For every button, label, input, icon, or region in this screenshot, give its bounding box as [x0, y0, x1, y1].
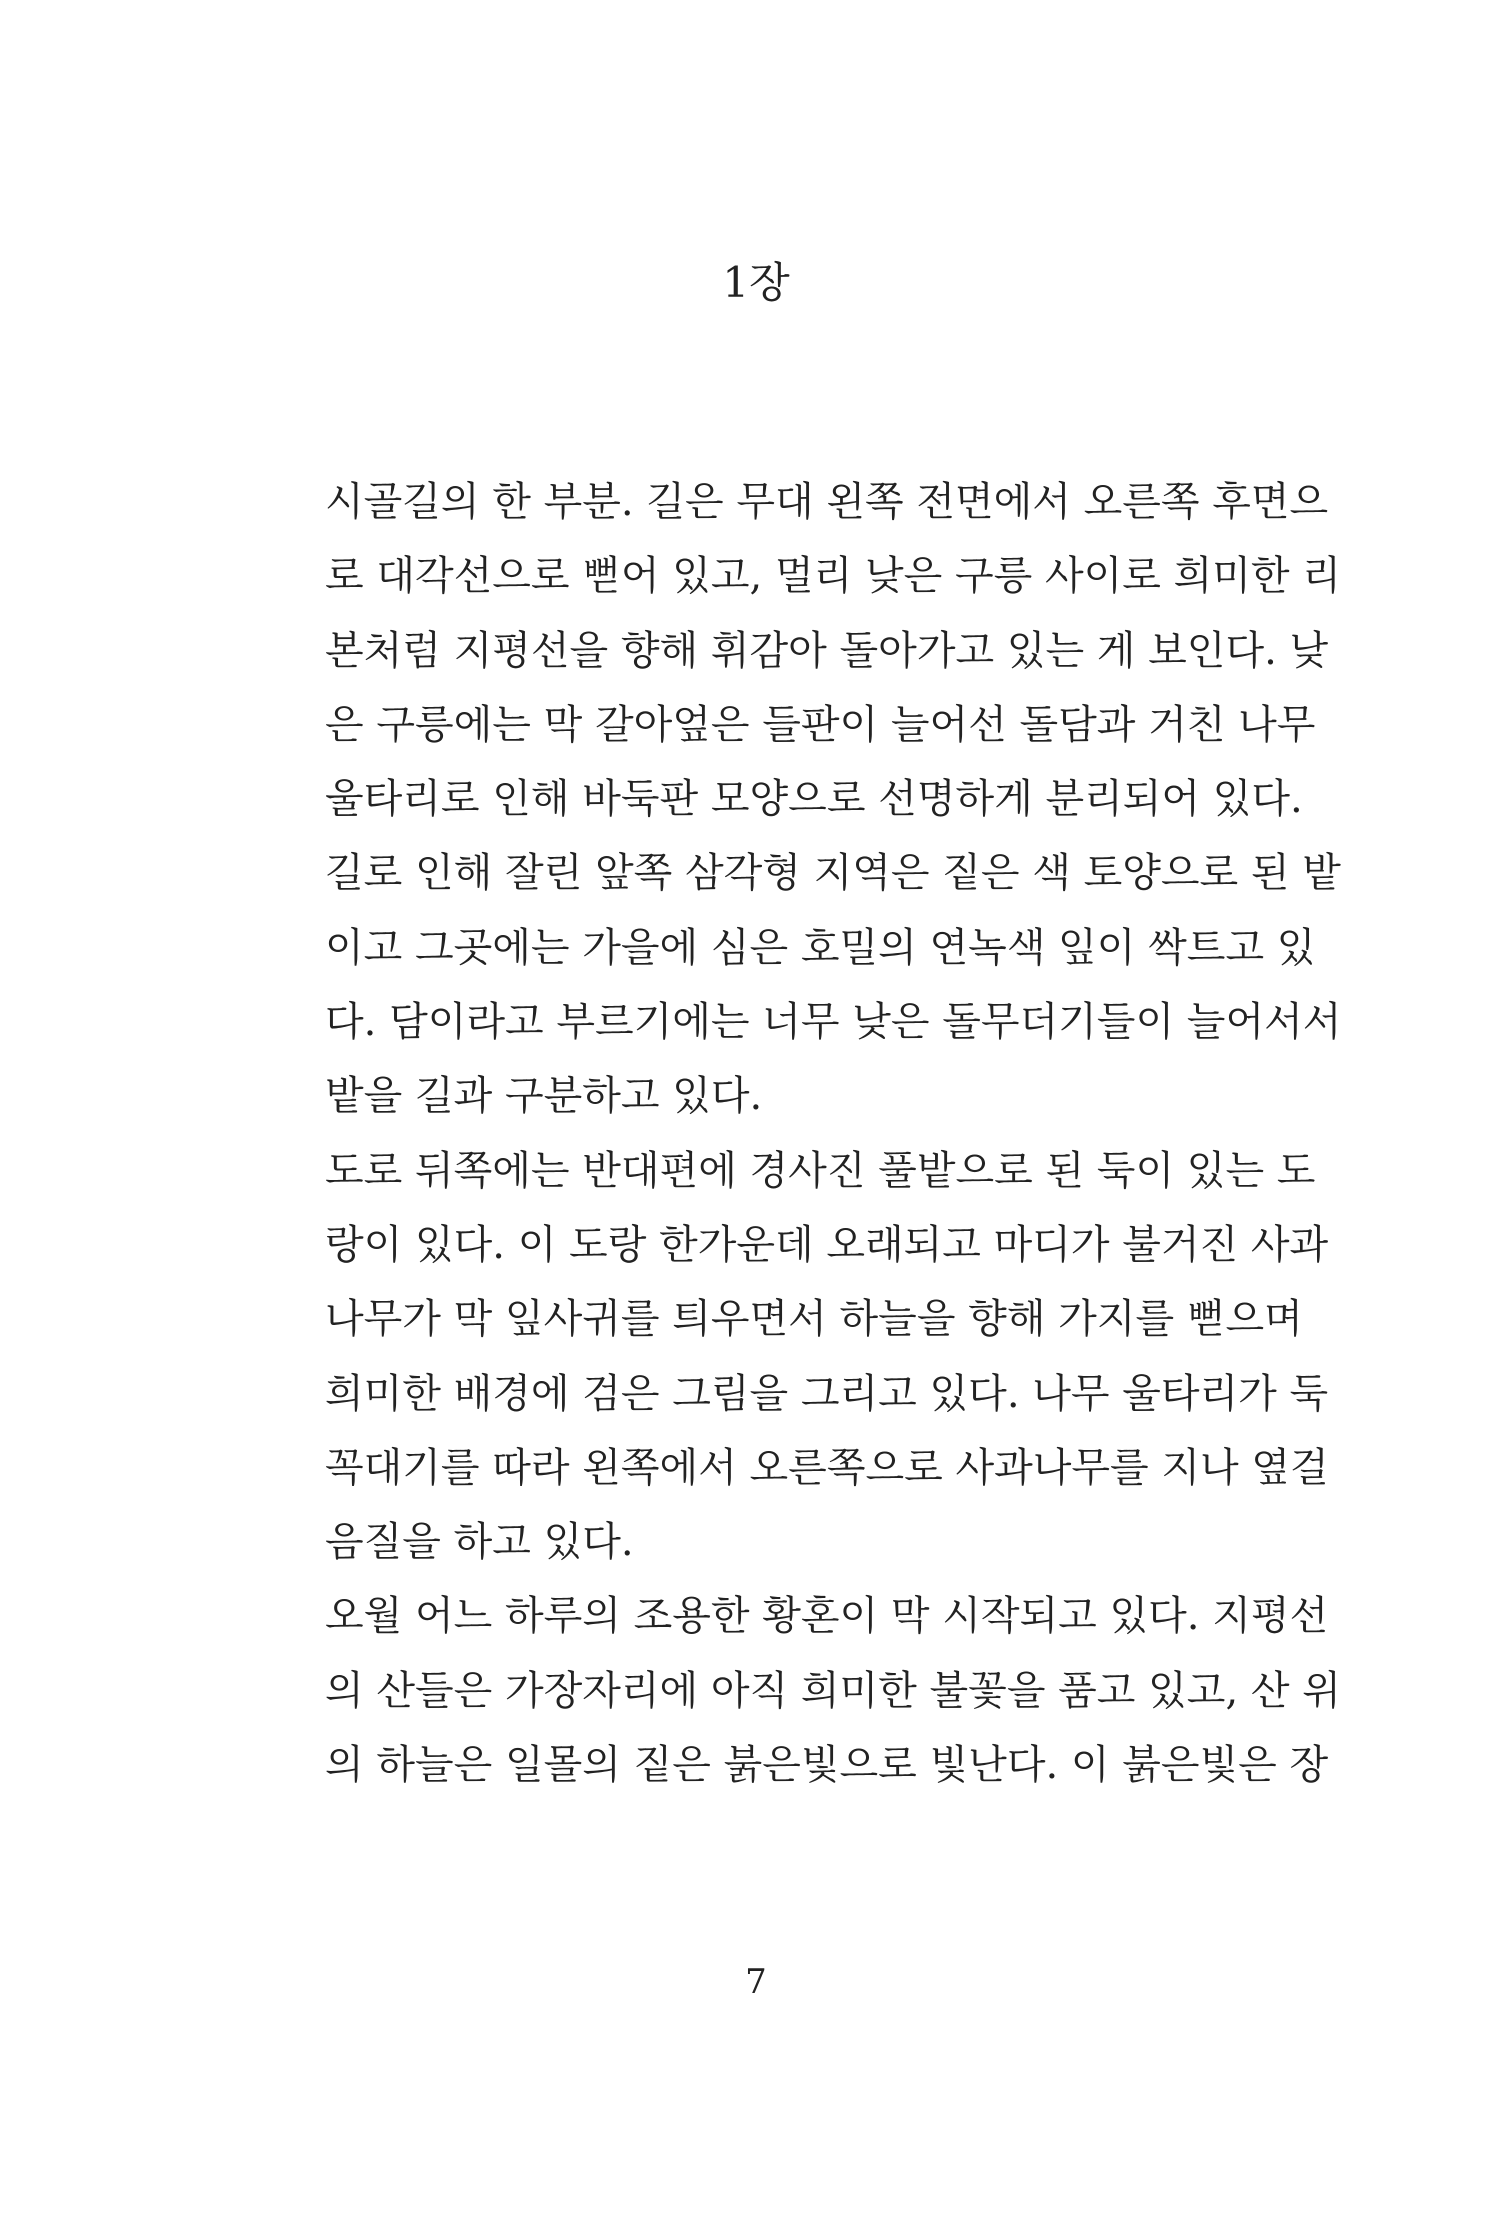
body-text	[325, 465, 1342, 1802]
text-line: 음질을 하고 있다.	[325, 1519, 634, 1566]
text-line: 희미한 배경에 검은 그림을 그리고 있다. 나무 울타리가 둑	[325, 1370, 1329, 1417]
text-line: 본처럼 지평선을 향해 휘감아 돌아가고 있는 게 보인다. 낮	[325, 627, 1329, 674]
text-line: 다. 담이라고 부르기에는 너무 낮은 돌무더기들이 늘어서서	[325, 999, 1342, 1046]
text-line: 랑이 있다. 이 도랑 한가운데 오래되고 마디가 불거진 사과	[325, 1221, 1329, 1268]
text-line: 울타리로 인해 바둑판 모양으로 선명하게 분리되어 있다.	[325, 776, 1303, 823]
text-line: 오월 어느 하루의 조용한 황혼이 막 시작되고 있다. 지평선	[325, 1593, 1329, 1640]
page-number: 7	[745, 1962, 767, 2002]
text-line: 밭을 길과 구분하고 있다.	[325, 1073, 763, 1120]
text-line: 이고 그곳에는 가을에 심은 호밀의 연녹색 잎이 싹트고 있	[325, 924, 1316, 971]
text-line: 은 구릉에는 막 갈아엎은 들판이 늘어선 돌담과 거친 나무	[325, 701, 1316, 748]
text-line: 꼭대기를 따라 왼쪽에서 오른쪽으로 사과나무를 지나 옆걸	[325, 1444, 1329, 1491]
text-line: 나무가 막 잎사귀를 틔우면서 하늘을 향해 가지를 뻗으며	[325, 1296, 1303, 1343]
text-line: 도로 뒤쪽에는 반대편에 경사진 풀밭으로 된 둑이 있는 도	[325, 1147, 1316, 1194]
chapter-title: 1장	[722, 258, 790, 307]
text-line: 시골길의 한 부분. 길은 무대 왼쪽 전면에서 오른쪽 후면으	[325, 479, 1329, 525]
text-line: 의 하늘은 일몰의 짙은 붉은빛으로 빛난다. 이 붉은빛은 장	[325, 1742, 1329, 1789]
text-line: 길로 인해 잘린 앞쪽 삼각형 지역은 짙은 색 토양으로 된 밭	[325, 850, 1341, 897]
text-line: 로 대각선으로 뻗어 있고, 멀리 낮은 구릉 사이로 희미한 리	[325, 553, 1341, 600]
text-line: 의 산들은 가장자리에 아직 희미한 불꽃을 품고 있고, 산 위	[325, 1667, 1341, 1714]
